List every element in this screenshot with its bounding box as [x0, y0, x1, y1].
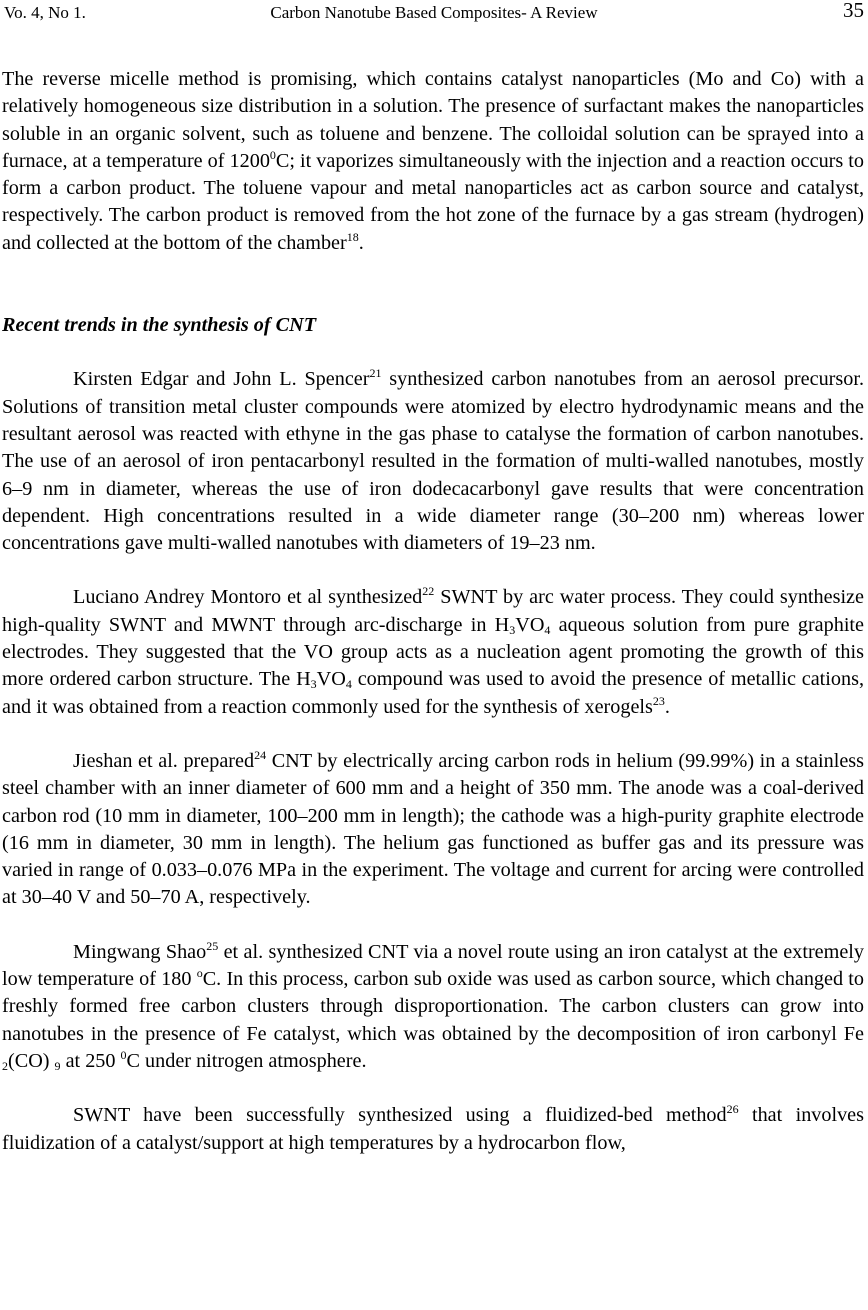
text-run: at 250 — [60, 1049, 121, 1072]
citation-superscript: 23 — [652, 693, 665, 708]
text-run: aqueous solution from pure graphite electrodes. They suggested that the VO group acts as a nucleation agent promoting the growth of this more ordered carbon structure. The H — [2, 613, 865, 691]
subscript: 2 — [2, 1058, 8, 1073]
text-run: C; it vaporizes simultaneously with the injection and a reaction occurs to form a carbon product. The toluene vapour and metal nanoparticles act as carbon source and catalyst, respectively. The carbon product is removed from the hot zone of the furnace by a gas stream (hydrogen) and collected at the bottom of the chamber — [2, 149, 865, 254]
text-run: Jieshan et al. prepared — [73, 749, 255, 772]
paragraph-jieshan — [2, 748, 864, 912]
paragraph-shao — [2, 939, 864, 1075]
journal-volume: Vo. 4, No 1. — [4, 3, 86, 22]
text-run: SWNT have been successfully synthesized using a fluidized-bed method — [73, 1104, 727, 1127]
paragraph-montoro — [2, 584, 864, 720]
text-run: synthesized carbon nanotubes from an aerosol precursor. Solutions of transition metal cluster compounds were atomized by electro hydrodynamic means and the resultant aerosol was reacted with ethyne in the gas phase to catalyse the formation of carbon nanotubes. The use of an aerosol of iron pentacarbonyl resulted in the formation of multi-walled nanotubes, mostly 6–9 nm in diameter, whereas the use of iron dodecacarbonyl gave results that were concentration dependent. High concentrations resulted in a wide diameter range (30–200 nm) whereas lower concentrations gave multi-walled nanotubes with diameters of 19–23 nm. — [2, 368, 864, 555]
text-run: Mingwang Shao — [73, 940, 207, 963]
text-run: . — [664, 695, 670, 718]
body-text — [2, 66, 864, 1157]
paragraph-reverse-micelle — [2, 66, 864, 257]
text-run: SWNT by arc water process. They could synthesize high-quality SWNT and MWNT through arc-discharge in H — [2, 586, 864, 636]
text-run: . — [358, 231, 364, 254]
citation-superscript: 25 — [206, 938, 219, 953]
paragraph-fluidized-bed — [2, 1102, 864, 1157]
text-run: that involves fluidization of a catalyst/support at high temperatures by a hydrocarbon flow, — [2, 1104, 864, 1154]
text-run: C. In this process, carbon sub oxide was used as carbon source, which changed to freshly formed free carbon clusters through disproportionation. The carbon clusters can grow into nanotubes in the presence of Fe catalyst, which was obtained by the decomposition of iron carbonyl Fe — [2, 968, 864, 1045]
text-run: Luciano Andrey Montoro et al synthesized — [73, 586, 423, 609]
text-run: et al. synthesized CNT via a novel route using an iron catalyst at the extremely low temperature of 180 — [2, 940, 864, 991]
text-run: C under nitrogen atmosphere. — [126, 1049, 367, 1072]
subscript: 4 — [345, 677, 352, 692]
text-run: compound was used to avoid the presence of metallic cations, and it was obtained from a reaction commonly used for the synthesis of xerogels — [2, 668, 864, 718]
section-heading: Recent trends in the synthesis of CNT — [2, 314, 317, 337]
superscript: 0 — [269, 147, 276, 162]
text-run: The reverse micelle method is promising, which contains catalyst nanoparticles (Mo and Co) with a relatively homogeneous size distribution in a solution. The presence of surfactant makes the nanoparticles soluble in an organic solvent, such as toluene and benzene. The colloidal solution can be sprayed into a furnace, at a temperature of 1200 — [2, 68, 864, 172]
text-run: CNT by electrically arcing carbon rods in helium (99.99%) in a stainless steel chamber with an inner diameter of 600 mm and a height of 350 mm. The anode was a coal-derived carbon rod (10 mm in diameter, 100–200 mm in length); the cathode was a high-purity graphite electrode (16 mm in diameter, 30 mm in length). The helium gas functioned as buffer gas and its pressure was varied in range of 0.033–0.076 MPa in the experiment. The voltage and current for arcing were controlled at 30–40 V and 50–70 A, respectively. — [2, 749, 864, 909]
page-number: 35 — [843, 0, 864, 22]
superscript: 0 — [120, 1047, 127, 1062]
subscript: 9 — [54, 1058, 61, 1073]
text-run: Kirsten Edgar and John L. Spencer — [73, 368, 370, 391]
citation-superscript: 24 — [254, 747, 267, 762]
subscript: 3 — [310, 677, 317, 692]
subscript: 4 — [544, 622, 551, 637]
text-run: VO — [316, 668, 346, 691]
text-run: VO — [515, 613, 545, 636]
citation-superscript: 22 — [422, 584, 435, 599]
running-header — [4, 0, 864, 26]
superscript: o — [196, 966, 203, 981]
running-title: Carbon Nanotube Based Composites- A Review — [270, 3, 598, 22]
citation-superscript: 26 — [726, 1102, 739, 1117]
citation-superscript: 21 — [369, 366, 382, 381]
subscript: 3 — [509, 622, 516, 637]
paragraph-edgar-spencer — [2, 366, 864, 557]
citation-superscript: 18 — [346, 229, 359, 244]
text-run: (CO) — [8, 1049, 55, 1072]
